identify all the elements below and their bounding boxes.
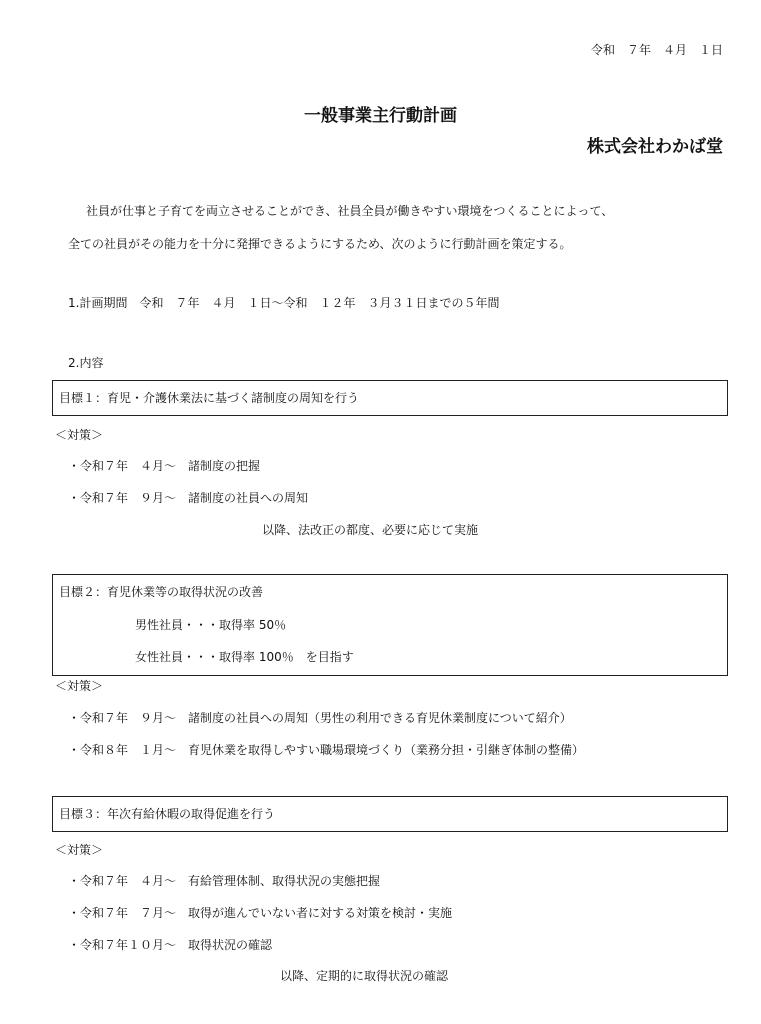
goal-3-measure-1: ・令和７年 ４月〜 有給管理体制、取得状況の実態把握 <box>68 874 381 888</box>
goal-3-measure-2: ・令和７年 ７月〜 取得が進んでいない者に対する対策を検討・実施 <box>68 906 453 920</box>
goal-2-measure-2: ・令和８年 １月〜 育児休業を取得しやすい職場環境づくり（業務分担・引継ぎ体制の整備） <box>68 743 585 757</box>
goal-3-box <box>52 796 728 832</box>
intro-line-1: 社員が仕事と子育てを両立させることができ、社員全員が働きやすい環境をつくることによって、 <box>86 204 614 218</box>
goal-1-note: 以降、法改正の都度、必要に応じて実施 <box>262 523 479 537</box>
company-name: 株式会社わかば堂 <box>587 137 723 157</box>
intro-line-2: 全ての社員がその能力を十分に発揮できるようにするため、次のように行動計画を策定する。 <box>68 237 572 251</box>
document-date: 令和 ７年 ４月 １日 <box>590 43 723 57</box>
goal-3-note: 以降、定期的に取得状況の確認 <box>280 969 449 983</box>
goal-1-text: 目標１：育児・介護休業法に基づく諸制度の周知を行う <box>59 391 360 405</box>
goal-2-measures-label: ＜対策＞ <box>55 679 104 693</box>
goal-1-box <box>52 380 728 416</box>
goal-1-measures-label: ＜対策＞ <box>55 428 104 442</box>
content-heading: 2.内容 <box>68 356 104 370</box>
goal-2-box <box>52 574 728 676</box>
document-title: 一般事業主行動計画 <box>304 106 457 126</box>
goal-2-target-female: 女性社員・・・取得率 100％ を目指す <box>135 650 354 664</box>
goal-2-target-male: 男性社員・・・取得率 50％ <box>135 618 287 632</box>
plan-period: 1.計画期間 令和 ７年 ４月 １日〜令和 １２年 ３月３１日までの５年間 <box>68 296 500 310</box>
goal-3-measures-label: ＜対策＞ <box>55 843 104 857</box>
goal-1-measure-1: ・令和７年 ４月〜 諸制度の把握 <box>68 459 261 473</box>
goal-1-measure-2: ・令和７年 ９月〜 諸制度の社員への周知 <box>68 491 309 505</box>
goal-2-measure-1: ・令和７年 ９月〜 諸制度の社員への周知（男性の利用できる育児休業制度について紹介） <box>68 711 572 725</box>
goal-3-text: 目標３：年次有給休暇の取得促進を行う <box>59 807 276 821</box>
goal-2-text: 目標２：育児休業等の取得状況の改善 <box>59 585 264 599</box>
goal-3-measure-3: ・令和７年１０月〜 取得状況の確認 <box>68 938 273 952</box>
